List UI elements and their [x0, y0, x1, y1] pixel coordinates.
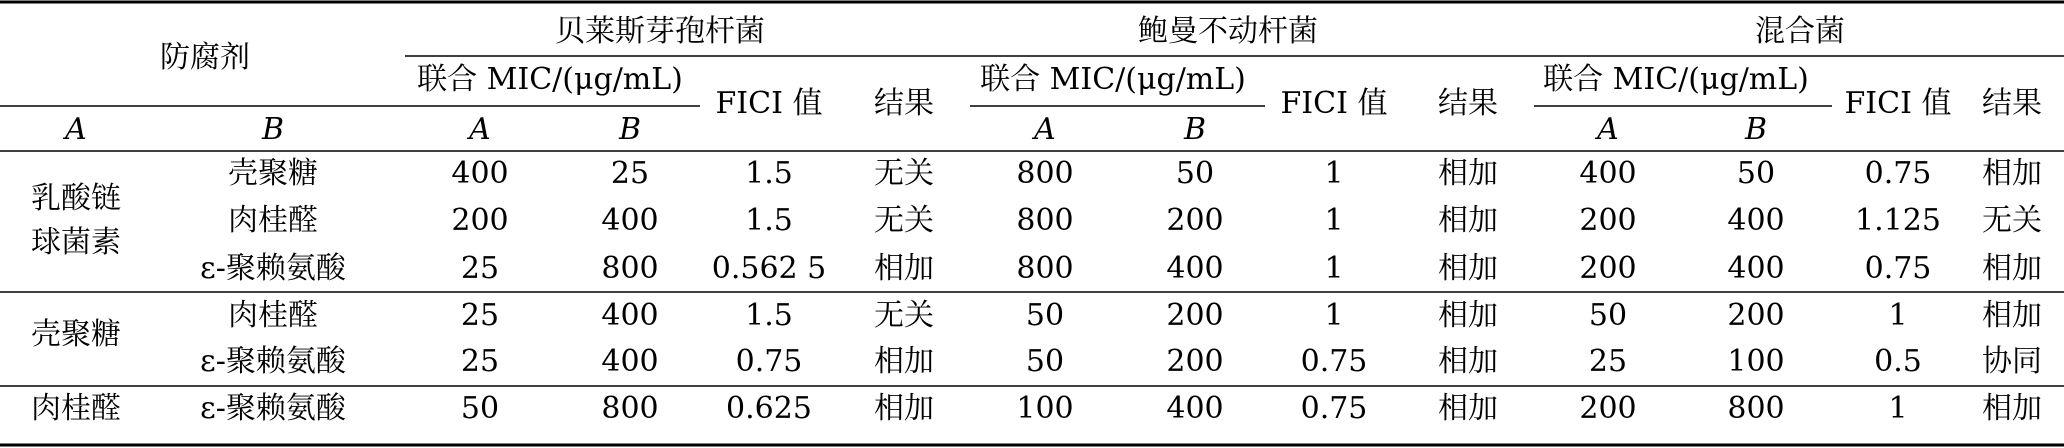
cell-value: 800 [601, 251, 659, 286]
cell-value: 400 [1166, 391, 1224, 426]
cell-value: 400 [1727, 251, 1785, 286]
cell-value: 50 [1025, 344, 1065, 379]
cell-value: 25 [460, 251, 500, 286]
cell-value: 800 [1016, 156, 1074, 191]
header-fici-3: FICI 值 [1844, 86, 1952, 121]
cell-value: 400 [1166, 251, 1224, 286]
group-label-nisin: 乳酸链 球菌素 [31, 181, 121, 260]
header-result-1: 结果 [874, 86, 934, 121]
cell-value: 相加 [874, 344, 934, 379]
cell-value: 1.5 [745, 203, 793, 238]
cell-value: 相加 [1438, 391, 1498, 426]
cell-preservative-b: 壳聚糖 [228, 156, 318, 191]
cell-preservative-b: 肉桂醛 [228, 298, 318, 333]
cell-value: 1 [1324, 203, 1344, 238]
cell-value: 25 [610, 156, 650, 191]
cell-value: 1.5 [745, 156, 793, 191]
header-mic-1: 联合 MIC/(μg/mL) [417, 62, 683, 97]
cell-value: 0.75 [1864, 251, 1932, 286]
cell-value: 1 [1888, 298, 1908, 333]
cell-value: 无关 [874, 156, 934, 191]
cell-value: 200 [1727, 298, 1785, 333]
cell-value: 1.5 [745, 298, 793, 333]
header-group-acinetobacter: 鲍曼不动杆菌 [1138, 14, 1318, 49]
cell-value: 相加 [1982, 391, 2042, 426]
header-preservative: 防腐剂 [160, 40, 250, 75]
cell-value: 200 [1166, 298, 1224, 333]
cell-value: 相加 [1438, 203, 1498, 238]
cell-value: 1 [1324, 251, 1344, 286]
cell-value: 800 [1727, 391, 1785, 426]
cell-value: 0.75 [1300, 344, 1368, 379]
cell-value: 25 [460, 298, 500, 333]
header-result-2: 结果 [1438, 86, 1498, 121]
cell-value: 相加 [1982, 251, 2042, 286]
cell-value: 800 [1016, 203, 1074, 238]
cell-preservative-b: ε-聚赖氨酸 [200, 251, 346, 286]
header-group-mixed: 混合菌 [1755, 14, 1845, 49]
cell-value: 相加 [1438, 298, 1498, 333]
header-mic-3: 联合 MIC/(μg/mL) [1543, 62, 1809, 97]
cell-value: 协同 [1982, 344, 2042, 379]
cell-value: 1.125 [1855, 203, 1941, 238]
header-mic-b-3: B [1744, 112, 1768, 147]
header-mic-2: 联合 MIC/(μg/mL) [980, 62, 1246, 97]
cell-value: 50 [460, 391, 500, 426]
cell-value: 1 [1324, 298, 1344, 333]
cell-value: 200 [1166, 203, 1224, 238]
cell-value: 25 [460, 344, 500, 379]
cell-value: 200 [1166, 344, 1224, 379]
cell-value: 400 [601, 203, 659, 238]
cell-value: 无关 [874, 203, 934, 238]
cell-value: 25 [1588, 344, 1628, 379]
header-group-bacillus: 贝莱斯芽孢杆菌 [555, 14, 765, 49]
cell-value: 50 [1588, 298, 1628, 333]
cell-value: 400 [451, 156, 509, 191]
cell-value: 400 [1727, 203, 1785, 238]
cell-value: 100 [1016, 391, 1074, 426]
header-result-3: 结果 [1982, 86, 2042, 121]
cell-value: 0.75 [735, 344, 803, 379]
header-fici-2: FICI 值 [1280, 86, 1388, 121]
cell-value: 400 [601, 344, 659, 379]
header-col-a: A [65, 112, 87, 147]
header-fici-1: FICI 值 [715, 86, 823, 121]
cell-value: 200 [1579, 203, 1637, 238]
cell-value: 相加 [1982, 298, 2042, 333]
cell-value: 200 [1579, 391, 1637, 426]
header-col-b: B [261, 112, 285, 147]
cell-value: 0.75 [1300, 391, 1368, 426]
cell-value: 50 [1025, 298, 1065, 333]
cell-value: 800 [601, 391, 659, 426]
cell-value: 相加 [1982, 156, 2042, 191]
cell-value: 相加 [1438, 156, 1498, 191]
cell-value: 50 [1736, 156, 1776, 191]
cell-preservative-b: ε-聚赖氨酸 [200, 391, 346, 426]
group-label-cinnamaldehyde: 肉桂醛 [31, 391, 121, 426]
cell-value: 1 [1324, 156, 1344, 191]
cell-preservative-b: ε-聚赖氨酸 [200, 344, 346, 379]
cell-value: 1 [1888, 391, 1908, 426]
cell-value: 0.75 [1864, 156, 1932, 191]
cell-value: 相加 [874, 391, 934, 426]
cell-value: 相加 [874, 251, 934, 286]
cell-value: 0.5 [1874, 344, 1922, 379]
cell-value: 100 [1727, 344, 1785, 379]
cell-value: 50 [1175, 156, 1215, 191]
cell-value: 400 [601, 298, 659, 333]
cell-preservative-b: 肉桂醛 [228, 203, 318, 238]
cell-value: 无关 [874, 298, 934, 333]
cell-value: 无关 [1982, 203, 2042, 238]
cell-value: 800 [1016, 251, 1074, 286]
header-mic-b-2: B [1183, 112, 1207, 147]
cell-value: 0.562 5 [711, 251, 827, 286]
cell-value: 200 [1579, 251, 1637, 286]
header-mic-a-3: A [1597, 112, 1619, 147]
header-mic-b-1: B [618, 112, 642, 147]
group-label-chitosan: 壳聚糖 [31, 317, 121, 352]
cell-value: 400 [1579, 156, 1637, 191]
header-mic-a-2: A [1034, 112, 1056, 147]
header-mic-a-1: A [469, 112, 491, 147]
cell-value: 相加 [1438, 251, 1498, 286]
cell-value: 相加 [1438, 344, 1498, 379]
cell-value: 200 [451, 203, 509, 238]
cell-value: 0.625 [726, 391, 812, 426]
